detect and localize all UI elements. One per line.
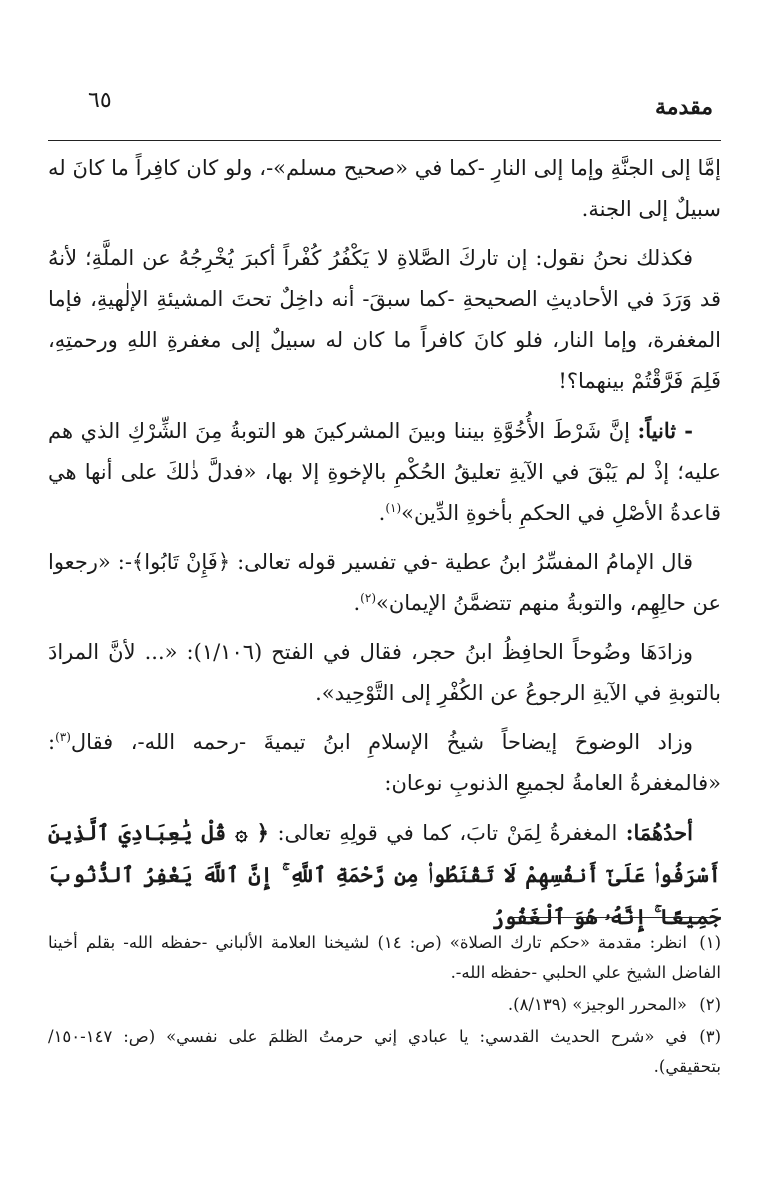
footnote-ref-1: (١): [385, 501, 402, 515]
footnote-number: (١): [699, 933, 721, 952]
page-number: ٦٥: [88, 88, 112, 113]
point-two-label: - ثانياً:: [637, 418, 693, 443]
footnote-2: [48, 990, 721, 1020]
paragraph-3-text: إنَّ شَرْطَ الأُخُوَّةِ بيننا وبينَ المشركينَ هو التوبةُ مِنَ الشِّرْكِ الذي هم عليه؛ إذْ لم يَبْقَ في الآيةِ تعليقُ الحُكْمِ بالإخوةِ إلا بها، «فدلَّ ذٰلكَ على أنها هي قاعدةُ الأصْلِ في الحكمِ بأخوةِ الدِّين»: [48, 419, 721, 525]
paragraph-6-text: وزاد الوضوحَ إيضاحاً شيخُ الإسلامِ ابنُ تيميةَ -رحمه الله-، فقال: [70, 730, 693, 754]
footnote-ref-3: (٣): [55, 730, 71, 744]
footnote-1: [48, 928, 721, 988]
footnotes: [48, 928, 721, 1084]
main-text: [48, 148, 721, 938]
footnote-ref-2: (٢): [360, 591, 376, 605]
paragraph-3-end: .: [378, 501, 386, 525]
quran-verse: ﴿ ۞ قُلْ يَٰعِبَادِيَ ٱلَّذِينَ أَسْرَفُوا۟ عَلَىٰٓ أَنفُسِهِمْ لَا تَقْنَطُوا۟ مِن رَّحْمَةِ ٱللَّهِ ۚ إِنَّ ٱللَّهَ يَغْفِرُ ٱلذُّنُوبَ جَمِيعًا ۚ إِنَّهُۥ هُوَ ٱلْغَفُورُ: [48, 820, 721, 929]
paragraph-1: إمَّا إلى الجنَّةِ وإما إلى النارِ -كما في «صحيح مسلم»-، ولو كان كافِراً ما كانَ له سبيلٌ إلى الجنة.: [48, 156, 721, 221]
header-rule: [48, 140, 721, 141]
paragraph-6: [48, 722, 721, 804]
footnote-number: (٣): [699, 1027, 721, 1046]
footnote-number: (٢): [699, 995, 721, 1014]
paragraph-3: [48, 410, 721, 534]
footnote-text: في «شرح الحديث القدسي: يا عبادي إني حرمتُ الظلمَ على نفسي» (ص: ١٤٧-١٥٠/ بتحقيقي).: [48, 1027, 721, 1076]
running-title: مقدمة: [654, 94, 713, 120]
footnote-rule: [511, 917, 721, 918]
paragraph-4-text: قال الإمامُ المفسِّرُ ابنُ عطية -في تفسير قوله تعالى: ﴿فَإِنْ تَابُوا﴾-: «رجعوا عن حالِهِم، والتوبةُ منهم تتضمَّنُ الإيمان»: [48, 550, 721, 615]
paragraph-2: فكذلك نحنُ نقول: إن تاركَ الصَّلاةِ لا يَكْفُرُ كُفْراً أكبرَ يُخْرِجُهُ عن الملَّةِ؛ لأنهُ قد وَرَدَ في الأحاديثِ الصحيحةِ -كما سبقَ- أنه داخِلٌ تحتَ المشيئةِ الإلٰهيةِ، فإما المغفرة، وإما النار، فلو كانَ كافراً ما كان له سبيلٌ إلى مغفرةِ اللهِ ورحمتِهِ، فَلِمَ فَرَّقْتُمْ بينهما؟!: [48, 246, 721, 393]
paragraph-7: [48, 812, 721, 938]
paragraph-4-end: .: [353, 591, 361, 615]
footnote-3: [48, 1022, 721, 1082]
paragraph-6-end: : «فالمغفرةُ العامةُ لجميعِ الذنوبِ نوعان:: [48, 730, 721, 795]
paragraph-4: [48, 542, 721, 624]
footnote-text: انظر: مقدمة «حكم تارك الصلاة» (ص: ١٤) لشيخنا العلامة الألباني -حفظه الله- بقلم أخينا الفاضل الشيخ علي الحلبي -حفظه الله-.: [48, 933, 721, 982]
footnote-text: «المحرر الوجيز» (٨/١٣٩).: [507, 995, 687, 1014]
first-type-label: أحدُهُمَا:: [625, 820, 693, 845]
paragraph-5: وزادَهَا وضُوحاً الحافِظُ ابنُ حجر، فقال في الفتح (١/١٠٦): «... لأنَّ المرادَ بالتوبةِ في الآيةِ الرجوعُ عن الكُفْرِ إلى التَّوْحِيد».: [48, 640, 721, 705]
paragraph-7-text: المغفرةُ لِمَنْ تابَ، كما في قولِهِ تعالى:: [277, 821, 618, 845]
